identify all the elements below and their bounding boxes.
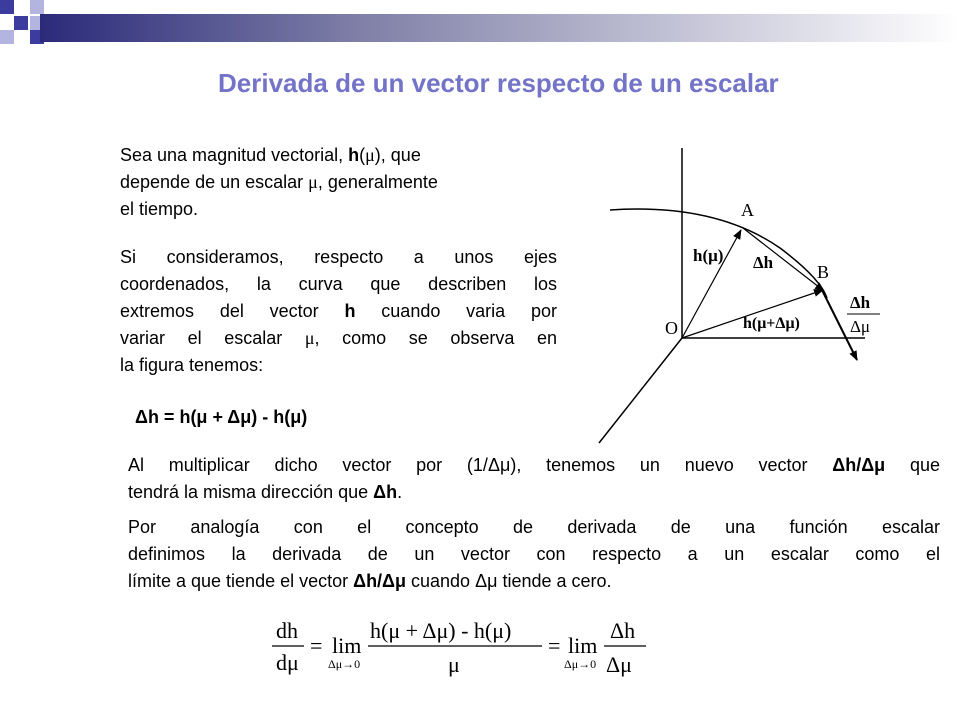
multiply-paragraph (128, 452, 940, 506)
delta-h-formula: Δh = h(μ + Δμ) - h(μ) (135, 407, 308, 427)
text-line: Por analogía con el concepto de derivada de una función escalar (128, 517, 940, 537)
label-dmu: Δμ (850, 317, 871, 336)
derivative-equation (270, 608, 650, 688)
equals-sign: = (310, 633, 323, 658)
text: variar el escalar (120, 328, 305, 348)
text: . (397, 482, 403, 502)
label-delta-h: Δh (753, 253, 774, 272)
curve-paragraph (120, 244, 557, 379)
z-axis (599, 338, 682, 443)
header-gradient-bar (40, 14, 960, 42)
mu-symbol: μ (308, 172, 318, 192)
lhs-denominator: dμ (276, 650, 299, 675)
label-h-mu-dmu: h(μ+Δμ) (743, 315, 800, 332)
text: , como se observa en (314, 328, 558, 348)
text: límite a que tiende el vector (128, 571, 354, 591)
vector-ratio: Δh/Δμ (832, 455, 886, 475)
intro-paragraph (120, 142, 550, 223)
equals-sign: = (548, 633, 561, 658)
text: Al multiplicar dicho vector por (1/ (128, 455, 488, 475)
rhs-numerator: Δh (610, 618, 636, 643)
text: cuando varia por (355, 301, 557, 321)
middle-denominator: μ (448, 652, 460, 677)
text: cuando (406, 571, 476, 591)
text-line: definimos la derivada de un vector con respecto a un escalar como el (128, 544, 940, 564)
lim-text: lim (332, 633, 362, 658)
vector-h: h (344, 301, 356, 321)
text: Δμ (487, 455, 511, 475)
text: ), tenemos un nuevo vector (510, 455, 833, 475)
text: el tiempo. (120, 199, 199, 219)
decor-square (0, 0, 14, 14)
decor-square (14, 0, 28, 14)
definition-paragraph (128, 514, 940, 595)
label-h-mu: h(μ) (693, 246, 724, 265)
middle-numerator: h(μ + Δμ) - h(μ) (370, 618, 512, 643)
lim-text: lim (568, 633, 598, 658)
text: Sea una magnitud vectorial, (120, 145, 349, 165)
mu-symbol: μ (365, 145, 375, 165)
text-line: la figura tenemos: (120, 355, 264, 375)
text: que (885, 455, 940, 475)
rhs-denominator: Δμ (606, 652, 632, 677)
text: Δμ (475, 571, 498, 591)
vector-delta-h-text: Δh (373, 482, 398, 502)
label-B: B (817, 262, 830, 282)
decor-square (14, 16, 28, 30)
text: tendrá la misma dirección que (128, 482, 374, 502)
lim-subscript: Δμ→0 (328, 657, 361, 671)
text: ( (359, 145, 366, 165)
decor-square (0, 30, 14, 44)
label-dh: Δh (850, 293, 871, 312)
text-line: Si consideramos, respecto a unos ejes (120, 247, 557, 267)
text: ), que (374, 145, 421, 165)
vector-ratio: Δh/Δμ (353, 571, 407, 591)
decor-square (30, 0, 44, 14)
vector-h: h (348, 145, 360, 165)
text: tiende a cero. (497, 571, 612, 591)
vector-figure (595, 148, 895, 448)
page-title: Derivada de un vector respecto de un escalar (218, 68, 779, 98)
text-line: coordenados, la curva que describen los (120, 274, 557, 294)
label-A: A (741, 200, 754, 220)
label-O: O (665, 318, 678, 338)
mu-symbol: μ (304, 328, 315, 348)
lhs-numerator: dh (276, 618, 298, 643)
lim-subscript: Δμ→0 (564, 657, 597, 671)
text: depende de un escalar (120, 172, 309, 192)
text: extremos del vector (120, 301, 345, 321)
text: , generalmente (317, 172, 438, 192)
